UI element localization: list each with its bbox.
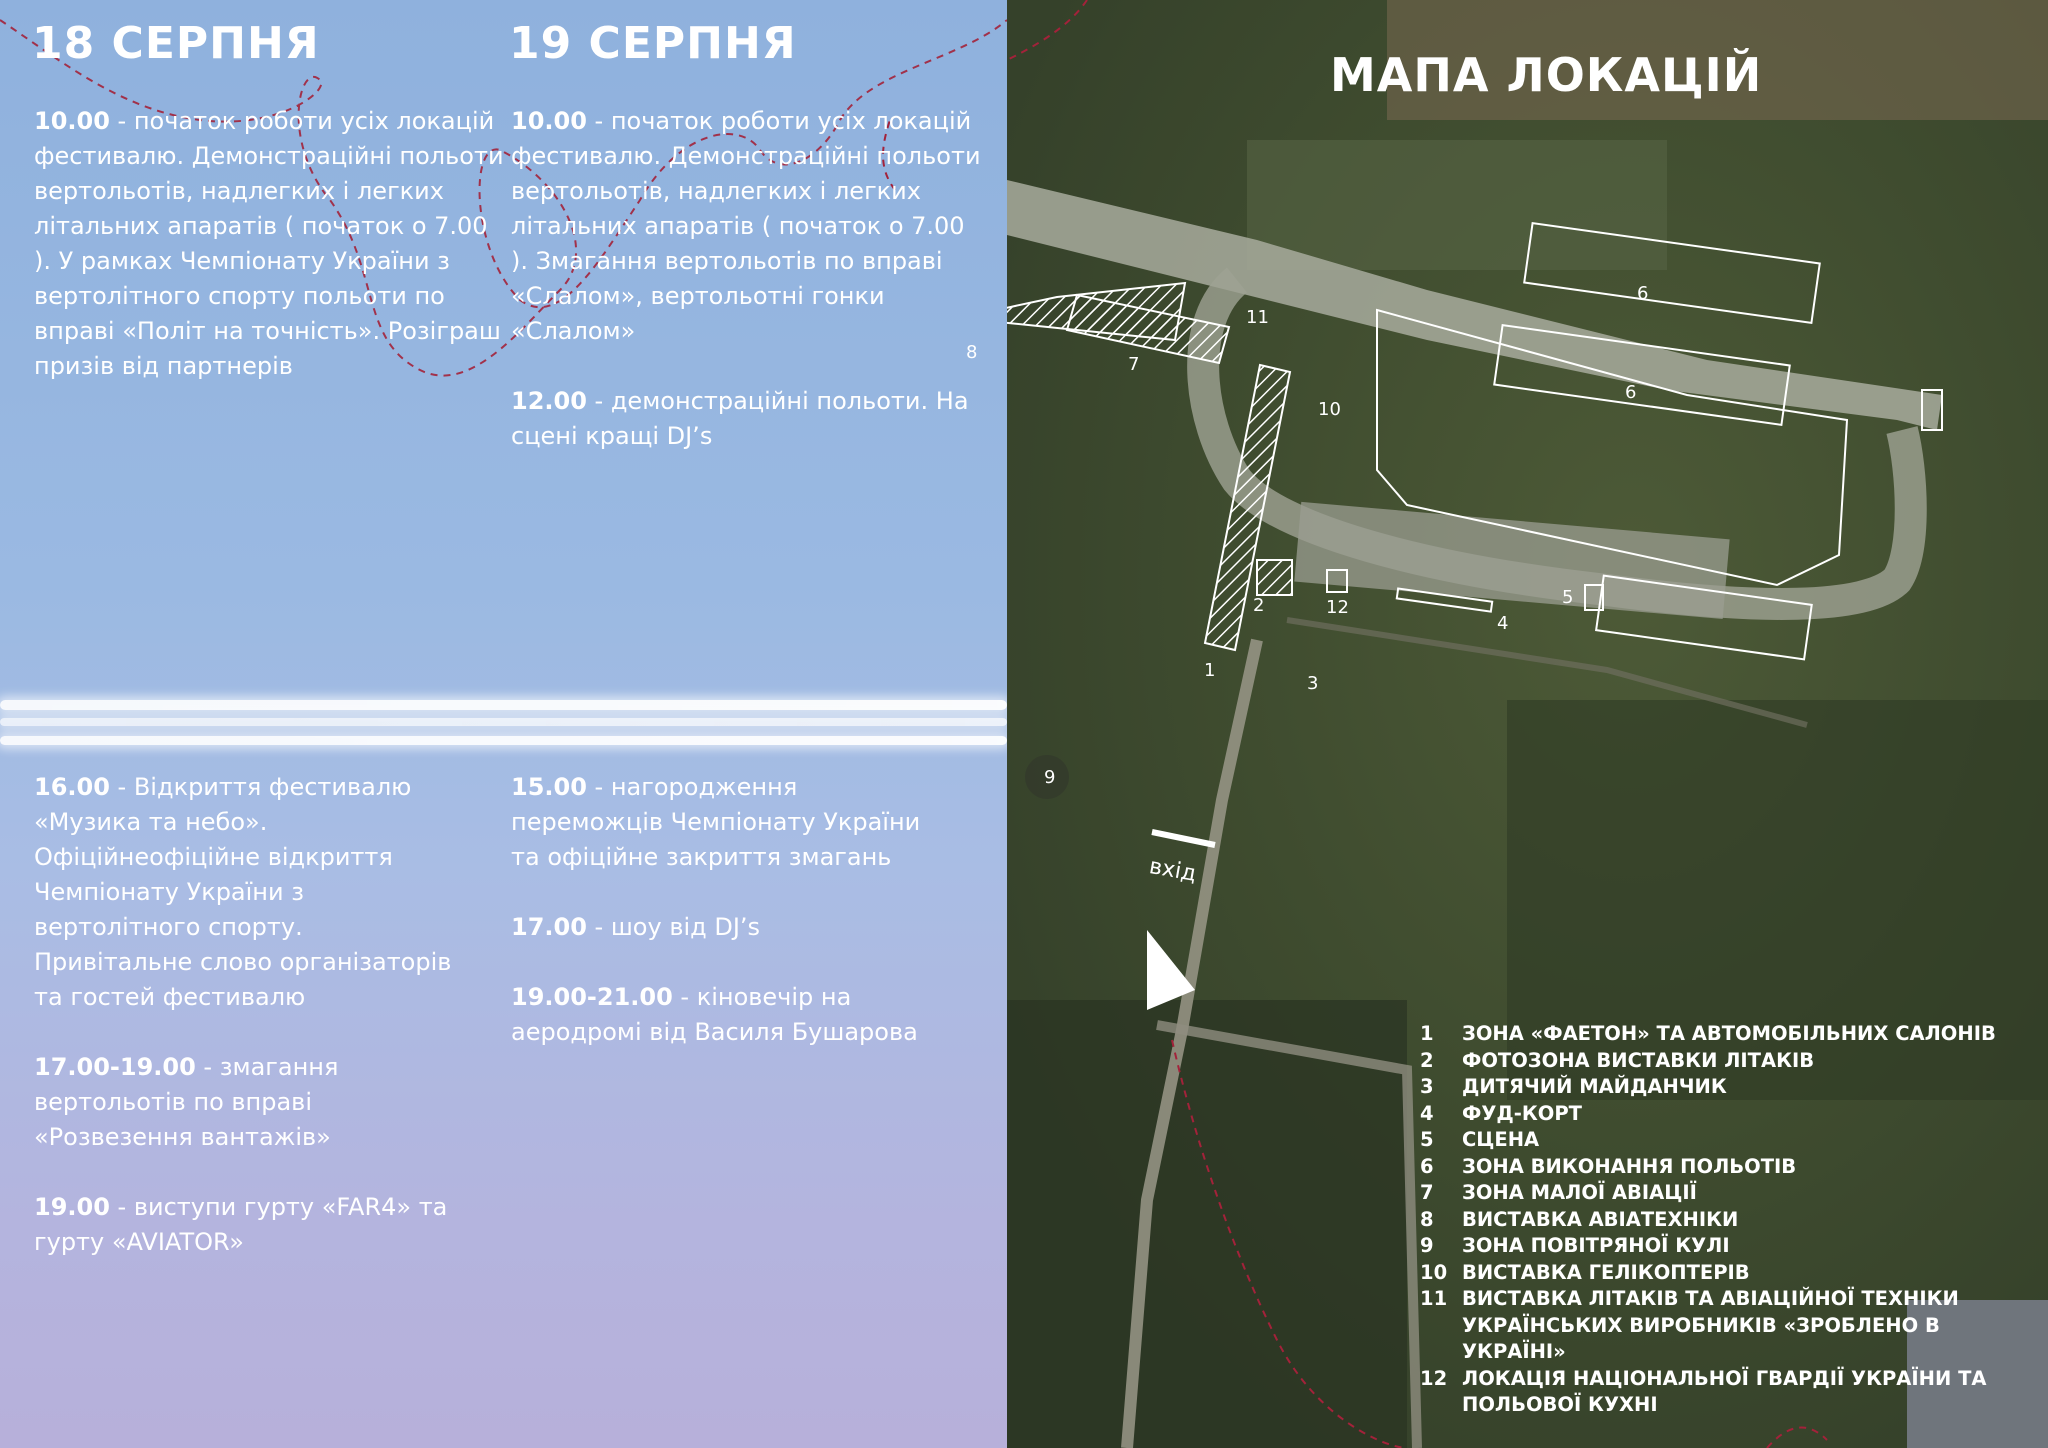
legend-item: 1 ЗОНА «ФАЕТОН» ТА АВТОМОБІЛЬНИХ САЛОНІВ — [1420, 1022, 1996, 1045]
track — [1287, 620, 1807, 725]
legend-item: 6 ЗОНА ВИКОНАННЯ ПОЛЬОТІВ — [1420, 1154, 1797, 1178]
schedule-entry: 19.00-21.00 - кіновечір на аеродромі від Василя Бушарова — [511, 983, 918, 1046]
zone-6-outline — [1524, 223, 1820, 323]
map-marker: 6 — [1637, 283, 1649, 304]
entrance-bar — [1152, 832, 1215, 845]
map-marker: 9 — [1044, 767, 1056, 788]
entrance-label: вхід — [1147, 854, 1199, 887]
legend-item: 2 ФОТОЗОНА ВИСТАВКИ ЛІТАКІВ — [1420, 1048, 1815, 1072]
map-title: МАПА ЛОКАЦІЙ — [1330, 48, 1763, 102]
map-marker: 10 — [1318, 399, 1341, 420]
route-line — [1767, 1428, 1827, 1448]
day2-morning-schedule — [511, 104, 981, 489]
legend-item: 12 ЛОКАЦІЯ НАЦІОНАЛЬНОЇ ГВАРДІЇ УКРАЇНИ ТА ПОЛЬОВОЇ КУХНІ — [1420, 1366, 1987, 1416]
day1-morning-schedule — [34, 104, 504, 419]
map-legend — [1420, 1021, 2040, 1419]
day2-title: 19 СЕРПНЯ — [509, 18, 797, 69]
legend-item: 4 ФУД-КОРТ — [1420, 1101, 1582, 1125]
zone-2-hatched — [1257, 560, 1292, 595]
legend-item: 8 ВИСТАВКА АВІАТЕХНІКИ — [1420, 1207, 1739, 1231]
map-marker: 1 — [1204, 660, 1216, 681]
legend-item: 7 ЗОНА МАЛОЇ АВІАЦІЇ — [1420, 1181, 1697, 1204]
schedule-entry: 17.00 - шоу від DJ’s — [511, 913, 761, 941]
map-marker: 5 — [1562, 587, 1574, 608]
map-marker: 3 — [1307, 673, 1319, 694]
map-marker: 2 — [1253, 595, 1265, 616]
map-marker: 11 — [1246, 307, 1269, 328]
schedule-entry: 17.00-19.00 - змагання вертольотів по вправі «Розвезення вантажів» — [34, 1053, 339, 1151]
schedule-entry: 16.00 - Відкриття фестивалю «Музика та небо». Офіційнеофіційне відкриття Чемпіонату України з вертолітного спорту. Привітальне слово організаторів та гостей фестивалю — [34, 773, 452, 1011]
map-marker: 7 — [1128, 354, 1140, 375]
side-road — [1157, 1025, 1417, 1448]
schedule-entry: 12.00 - демонстраційні польоти. На сцені кращі DJ’s — [511, 387, 969, 450]
day1-title: 18 СЕРПНЯ — [32, 18, 320, 69]
map-marker: 12 — [1326, 597, 1349, 618]
day2-afternoon-schedule — [511, 770, 951, 1085]
schedule-entry: 10.00 - початок роботи усіх локацій фестивалю. Демонстраційні польоти вертольотів, надлегких і легких літальних апаратів ( початок о 7.00 ). У рамках Чемпіонату України з вертолітного спорту польоти по вправі «Політ на точність». Розіграш призів від партнерів — [34, 107, 504, 380]
legend-item: 9 ЗОНА ПОВІТРЯНОЇ КУЛІ — [1420, 1234, 1730, 1257]
schedule-entry: 15.00 - нагородження переможців Чемпіонату України та офіційне закриття змагань — [511, 773, 921, 871]
day1-afternoon-schedule — [34, 770, 464, 1295]
legend-item: 3 ДИТЯЧИЙ МАЙДАНЧИК — [1420, 1075, 1727, 1098]
map-marker: 8 — [966, 342, 978, 363]
legend-item: 10 ВИСТАВКА ГЕЛІКОПТЕРІВ — [1420, 1260, 1750, 1284]
map-marker: 4 — [1497, 613, 1509, 634]
route-line — [1007, 0, 1087, 60]
legend-item: 5 СЦЕНА — [1420, 1128, 1540, 1151]
schedule-entry: 19.00 - виступи гурту «FAR4» та гурту «AVIATOR» — [34, 1193, 448, 1256]
legend-item: 11 ВИСТАВКА ЛІТАКІВ ТА АВІАЦІЙНОЇ ТЕХНІКИ УКРАЇНСЬКИХ ВИРОБНИКІВ «ЗРОБЛЕНО В УКРАЇНІ» — [1420, 1287, 1959, 1363]
map-marker: 6 — [1625, 382, 1637, 403]
route-line — [1172, 1040, 1407, 1448]
schedule-entry: 10.00 - початок роботи усіх локацій фестивалю. Демонстраційні польоти вертольотів, надлегких і легких літальних апаратів ( початок о 7.00 ). Змагання вертольотів по вправі «Слалом», вертольотні гонки «Слалом» — [511, 107, 981, 345]
